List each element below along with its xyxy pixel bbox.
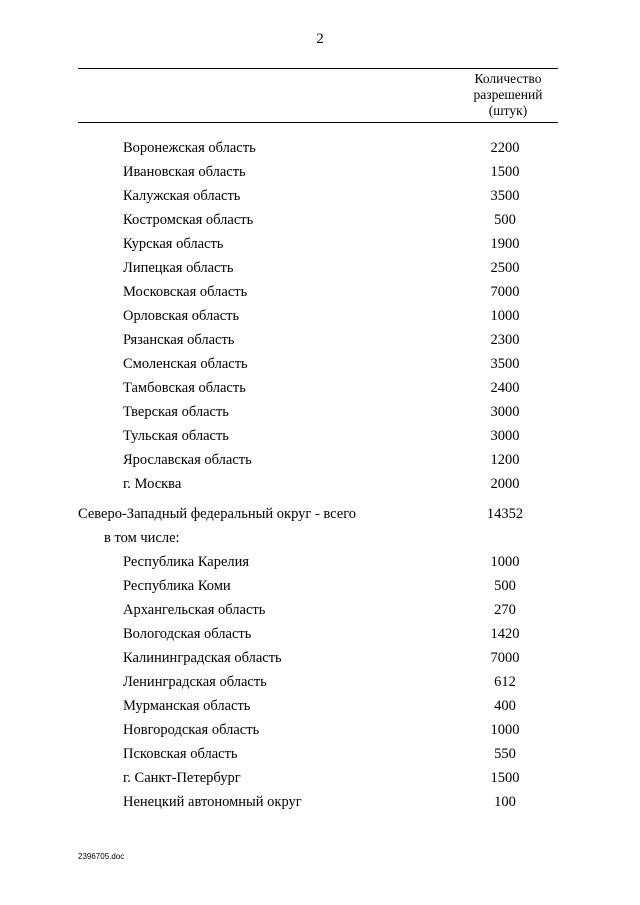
permit-count: 3500 xyxy=(490,356,520,372)
table-row xyxy=(0,768,640,792)
region-name: Тамбовская область xyxy=(123,380,246,396)
table-row xyxy=(0,426,640,450)
permit-count: 400 xyxy=(494,698,516,714)
permit-count: 1500 xyxy=(490,164,520,180)
permits-table xyxy=(0,138,640,816)
region-name: Орловская область xyxy=(123,308,240,324)
table-row xyxy=(0,672,640,696)
table-row xyxy=(0,306,640,330)
table-row xyxy=(0,258,640,282)
permit-count: 2400 xyxy=(490,380,520,396)
permit-count: 500 xyxy=(494,578,516,594)
table-row xyxy=(0,720,640,744)
permit-count: 2300 xyxy=(490,332,520,348)
region-name: Тульская область xyxy=(123,428,229,444)
top-rule xyxy=(78,68,558,69)
permit-count: 100 xyxy=(494,794,516,810)
table-row xyxy=(0,330,640,354)
permit-count: 612 xyxy=(494,674,516,690)
region-name: Новгородская область xyxy=(123,722,260,738)
region-name: г. Санкт-Петербург xyxy=(123,770,241,786)
permit-count: 2200 xyxy=(490,140,520,156)
rows-a xyxy=(0,138,640,498)
table-row xyxy=(0,354,640,378)
table-row xyxy=(0,402,640,426)
table-row xyxy=(0,186,640,210)
region-name: Липецкая область xyxy=(123,260,234,276)
permit-count: 1200 xyxy=(490,452,520,468)
table-row xyxy=(0,792,640,816)
permit-count: 1000 xyxy=(490,722,520,738)
region-name: Смоленская область xyxy=(123,356,248,372)
region-name: Тверская область xyxy=(123,404,229,420)
permit-count: 2500 xyxy=(490,260,520,276)
region-name: г. Москва xyxy=(123,476,182,492)
table-row xyxy=(0,624,640,648)
permit-count: 1000 xyxy=(490,554,520,570)
permit-count: 3500 xyxy=(490,188,520,204)
table-row xyxy=(0,234,640,258)
region-name: Республика Карелия xyxy=(123,554,250,570)
table-row xyxy=(0,576,640,600)
permit-count: 1500 xyxy=(490,770,520,786)
region-name: Республика Коми xyxy=(123,578,231,594)
region-name: Калужская область xyxy=(123,188,241,204)
permit-count: 270 xyxy=(494,602,516,618)
region-name: Курская область xyxy=(123,236,224,252)
table-row xyxy=(0,648,640,672)
column-header xyxy=(448,71,568,119)
permit-count: 1420 xyxy=(490,626,520,642)
column-header-line: Количество xyxy=(474,71,542,86)
permit-count: 7000 xyxy=(490,650,520,666)
region-name: Воронежская область xyxy=(123,140,256,156)
region-name: Московская область xyxy=(123,284,248,300)
region-name: Рязанская область xyxy=(123,332,235,348)
table-row xyxy=(0,744,640,768)
table-row xyxy=(0,450,640,474)
region-name: Псковская область xyxy=(123,746,238,762)
region-name: Вологодская область xyxy=(123,626,252,642)
page-number: 2 xyxy=(316,31,324,47)
region-name: Мурманская область xyxy=(123,698,251,714)
region-name: Ивановская область xyxy=(123,164,246,180)
region-name: Архангельская область xyxy=(123,602,266,618)
region-name: Ярославская область xyxy=(123,452,252,468)
permit-count: 3000 xyxy=(490,404,520,420)
column-header-line: разрешений xyxy=(473,87,543,102)
table-row xyxy=(0,138,640,162)
region-name: Ленинградская область xyxy=(123,674,267,690)
including-row xyxy=(0,528,640,552)
including-label: в том числе: xyxy=(104,530,180,546)
permit-count: 550 xyxy=(494,746,516,762)
table-row xyxy=(0,600,640,624)
table-row xyxy=(0,474,640,498)
district-name: Северо-Западный федеральный округ - всего xyxy=(78,506,357,522)
column-header-line: (штук) xyxy=(488,103,528,118)
region-name: Калининградская область xyxy=(123,650,282,666)
rows-b xyxy=(0,552,640,816)
region-name: Ненецкий автономный округ xyxy=(123,794,302,810)
district-total-row xyxy=(0,504,640,528)
permit-count: 7000 xyxy=(490,284,520,300)
header-rule xyxy=(78,122,558,123)
table-row xyxy=(0,282,640,306)
permit-count: 1900 xyxy=(490,236,520,252)
table-row xyxy=(0,378,640,402)
table-row xyxy=(0,696,640,720)
file-reference: 2396705.doc xyxy=(78,852,125,861)
district-value: 14352 xyxy=(486,506,524,522)
permit-count: 500 xyxy=(494,212,516,228)
table-row xyxy=(0,552,640,576)
region-name: Костромская область xyxy=(123,212,254,228)
permit-count: 1000 xyxy=(490,308,520,324)
permit-count: 3000 xyxy=(490,428,520,444)
table-row xyxy=(0,162,640,186)
permit-count: 2000 xyxy=(490,476,520,492)
table-row xyxy=(0,210,640,234)
